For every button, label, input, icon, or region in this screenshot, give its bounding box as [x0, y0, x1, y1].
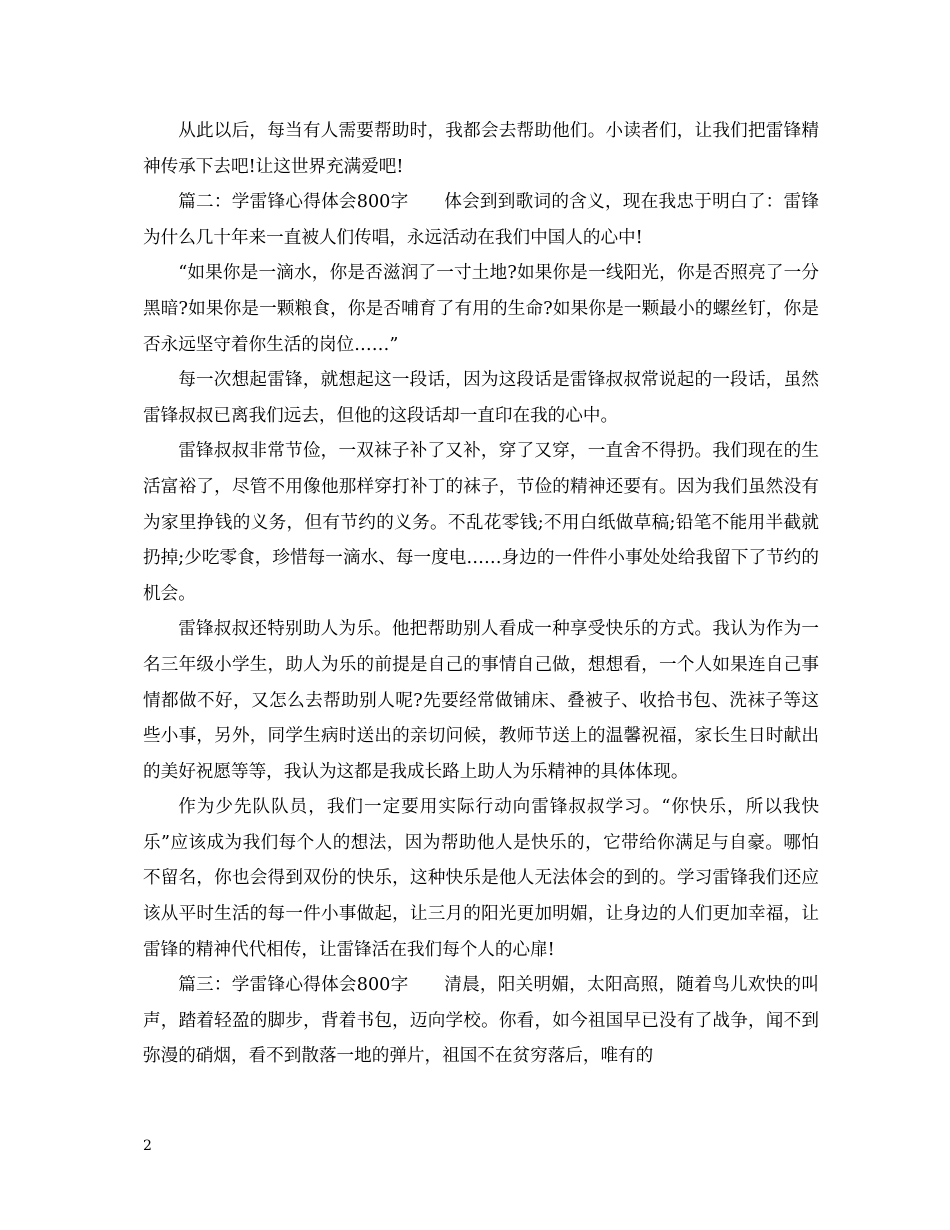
paragraph-5: 雷锋叔叔非常节俭，一双袜子补了又补，穿了又穿，一直舍不得扔。我们现在的生活富裕了，尽管不用像他那样穿打补丁的袜子，节俭的精神还要有。因为我们虽然没有为家里挣钱的义务，但有节约的义务。不乱花零钱;不用白纸做草稿;铅笔不能用半截就扔掉;少吃零食，珍惜每一滴水、每一度电……身边的一件件小事处处给我留下了节约的机会。: [143, 441, 819, 604]
paragraph-2: 篇二：学雷锋心得体会800字 体会到到歌词的含义，现在我忠于明白了：雷锋为什么几十年来一直被人们传唱，永远活动在我们中国人的心中!: [143, 192, 819, 248]
paragraph-3: “如果你是一滴水，你是否滋润了一寸土地?如果你是一线阳光，你是否照亮了一分黑暗?如果你是一颗粮食，你是否哺育了有用的生命?如果你是一颗最小的螺丝钉，你是否永远坚守着你生活的岗位……”: [143, 263, 819, 355]
paragraph-6: 雷锋叔叔还特别助人为乐。他把帮助别人看成一种享受快乐的方式。我认为作为一名三年级小学生，助人为乐的前提是自己的事情自己做，想想看，一个人如果连自己事情都做不好，又怎么去帮助别人呢?先要经常做铺床、叠被子、收拾书包、洗袜子等这些小事，另外，同学生病时送出的亲切问候，教师节送上的温馨祝福，家长生日时献出的美好祝愿等等，我认为这都是我成长路上助人为乐精神的具体体现。: [143, 619, 819, 782]
page-number: 2: [143, 1138, 152, 1154]
paragraph-7: 作为少先队队员，我们一定要用实际行动向雷锋叔叔学习。“你快乐，所以我快乐”应该成为我们每个人的想法，因为帮助他人是快乐的，它带给你满足与自豪。哪怕不留名，你也会得到双份的快乐，这种快乐是他人无法体会的到的。学习雷锋我们还应该从平时生活的每一件小事做起，让三月的阳光更加明媚，让身边的人们更加幸福，让雷锋的精神代代相传，让雷锋活在我们每个人的心扉!: [143, 797, 819, 960]
paragraph-1: 从此以后，每当有人需要帮助时，我都会去帮助他们。小读者们，让我们把雷锋精神传承下去吧!让这世界充满爱吧!: [143, 121, 819, 177]
paragraph-4: 每一次想起雷锋，就想起这一段话，因为这段话是雷锋叔叔常说起的一段话，虽然雷锋叔叔已离我们远去，但他的这段话却一直印在我的心中。: [143, 370, 819, 426]
document-body: [143, 114, 819, 1075]
paragraph-8: 篇三：学雷锋心得体会800字 清晨，阳关明媚，太阳高照，随着鸟儿欢快的叫声，踏着轻盈的脚步，背着书包，迈向学校。你看，如今祖国早已没有了战争，闻不到弥漫的硝烟，看不到散落一地的弹片，祖国不在贫穷落后，唯有的: [143, 975, 819, 1067]
